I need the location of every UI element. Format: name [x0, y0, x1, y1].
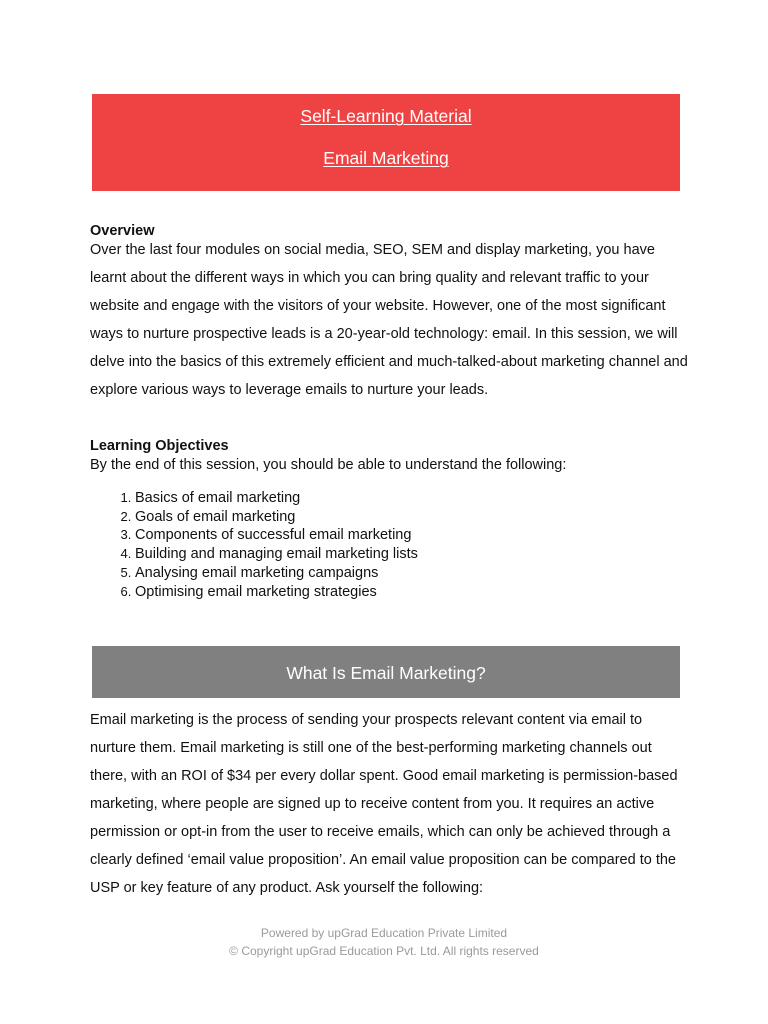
email-marketing-paragraph: Email marketing is the process of sending your prospects relevant content via email to nurture them. Email marketing is still one of the best-performing marketing channels out there, with an ROI of $34 per every dollar spent. Good email marketing is permission-based marketing, where people are signed up to receive content from you. It requires an active permission or opt-in from the user to receive emails, which can only be achieved through a clearly defined ‘email value proposition’. An email value proposition can be compared to the USP or key feature of any product. Ask yourself the following:	[90, 712, 678, 896]
overview-section	[90, 222, 690, 404]
topic-title: Email Marketing	[323, 148, 449, 168]
email-marketing-section	[90, 706, 690, 902]
objective-item: 6. Optimising email marketing strategies	[135, 583, 690, 602]
objective-item: 4. Building and managing email marketing lists	[135, 545, 690, 564]
objective-item: 2. Goals of email marketing	[135, 508, 690, 527]
footer-powered-by: Powered by upGrad Education Private Limited	[260, 926, 508, 940]
learning-objectives-section	[90, 437, 690, 601]
section-title-banner: What Is Email Marketing?	[92, 646, 680, 698]
footer-copyright: © Copyright upGrad Education Pvt. Ltd. All rights reserved	[229, 944, 539, 958]
overview-paragraph: Over the last four modules on social media, SEO, SEM and display marketing, you have learnt about the different ways in which you can bring quality and relevant traffic to your website and engage with the visitors of your website. However, one of the most significant ways to nurture prospective leads is a 20-year-old technology: email. In this session, we will delve into the basics of this extremely efficient and much-talked-about marketing channel and explore various ways to leverage emails to nurture your leads.	[90, 242, 688, 398]
objective-item: 1. Basics of email marketing	[135, 489, 690, 508]
header-banner	[92, 94, 680, 191]
objectives-intro: By the end of this session, you should be able to understand the following:	[90, 457, 567, 473]
material-title: Self-Learning Material	[300, 106, 472, 126]
objective-item: 5. Analysing email marketing campaigns	[135, 564, 690, 583]
objective-item: 3. Components of successful email marketing	[135, 526, 690, 545]
page-footer	[0, 924, 768, 960]
objectives-list	[90, 489, 690, 601]
overview-heading: Overview	[90, 223, 155, 239]
objectives-heading: Learning Objectives	[90, 438, 229, 454]
